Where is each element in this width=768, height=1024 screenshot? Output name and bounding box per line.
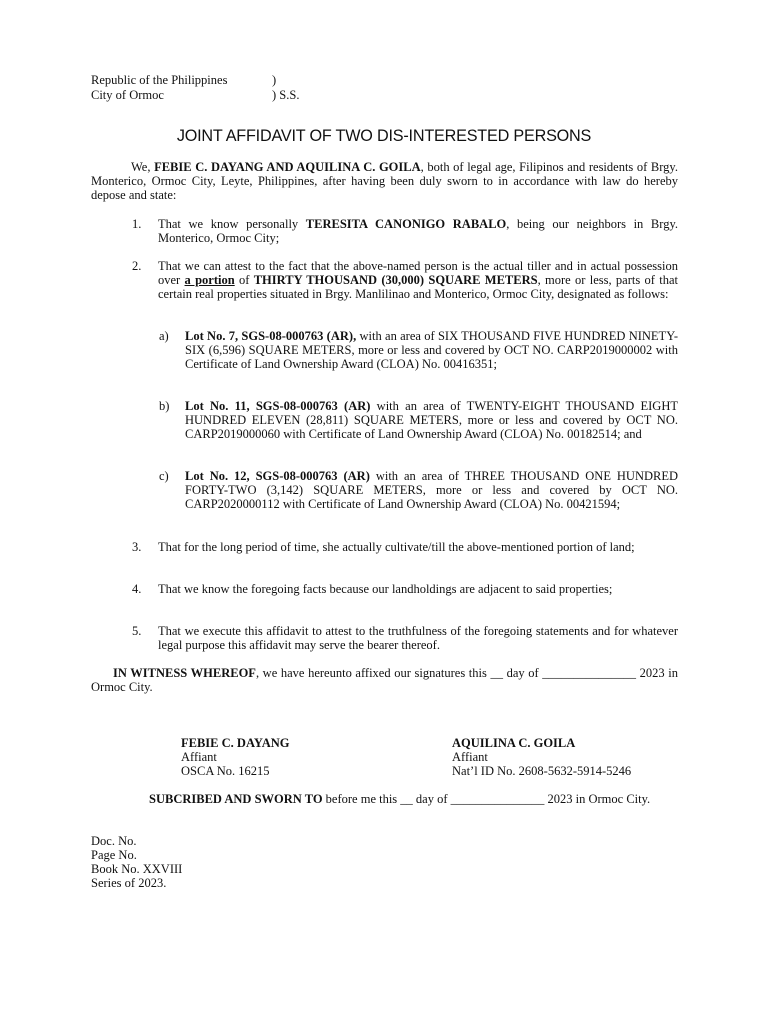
signatory-id: OSCA No. 16215 — [181, 764, 270, 778]
page-number: Page No. — [91, 848, 137, 862]
jurat-clause — [91, 792, 678, 806]
notarial-register — [91, 834, 182, 890]
lot-number: Lot No. 7, SGS-08-000763 (AR), — [185, 329, 357, 343]
statement-number: 2. — [132, 259, 142, 273]
venue-block — [91, 73, 300, 102]
statement-text: , more or less, parts of that certain real properties situated in Brgy. Manlilinao and Monterico, Ormoc City, designated as follows: — [158, 273, 678, 301]
lot-letter: b) — [159, 399, 170, 413]
lot-c — [159, 469, 679, 511]
venue-city: City of Ormoc — [91, 87, 164, 102]
lot-letter: c) — [159, 469, 169, 483]
signatory-left — [181, 736, 289, 778]
witness-text: , we have hereunto affixed our signatures this __ day of _______________ 2023 in Ormoc City. — [91, 666, 678, 694]
document-title: JOINT AFFIDAVIT OF TWO DIS-INTERESTED PERSONS — [176, 127, 592, 145]
statement-text: That we execute this affidavit to attest to the truthfulness of the foregoing statements and for whatever legal purpose this affidavit may serve the bearer thereof. — [158, 624, 678, 652]
statement-number: 5. — [132, 624, 142, 638]
statement-number: 4. — [132, 582, 142, 596]
statement-text: That for the long period of time, she actually cultivate/till the above-mentioned portion of land; — [158, 540, 635, 554]
intro-text-2: , both of legal age, Filipinos and residents of Brgy. Monterico, Ormoc City, Leyte, Philippines, after having been duly sworn to in accordance with law do hereby depose and state: — [91, 160, 678, 202]
witness-clause — [91, 666, 678, 694]
jurat-heading: SUBCRIBED AND SWORN TO — [149, 792, 323, 806]
lot-number: Lot No. 11, SGS-08-000763 (AR) — [185, 399, 371, 413]
portion-emphasis: a portion — [184, 273, 235, 287]
jurat-text: before me this __ day of _______________ 2023 in Ormoc City. — [322, 792, 651, 806]
venue-country: Republic of the Philippines — [91, 73, 228, 87]
intro-paragraph — [91, 160, 678, 202]
venue-line-2 — [91, 87, 300, 103]
statement-5 — [132, 624, 678, 652]
signatory-role: Affiant — [452, 750, 488, 764]
lot-b — [159, 399, 678, 441]
lot-a — [159, 329, 679, 371]
statement-3 — [132, 540, 678, 554]
signatory-id: Nat’l ID No. 2608-5632-5914-5246 — [452, 764, 632, 778]
statement-4 — [132, 582, 678, 596]
doc-number: Doc. No. — [91, 834, 137, 848]
signatory-right — [452, 736, 631, 778]
affiant-names: FEBIE C. DAYANG AND AQUILINA C. GOILA — [154, 160, 421, 174]
lot-letter: a) — [159, 329, 169, 343]
statement-number: 1. — [132, 217, 142, 231]
statement-1 — [132, 217, 679, 245]
lot-description: with an area of TWENTY-EIGHT THOUSAND EIGHT HUNDRED ELEVEN (28,811) SQUARE METERS, more or less and covered by OCT NO. CARP2019000060 with Certificate of Land Ownership Award (CLOA) No. 00182514; and — [185, 399, 678, 441]
witness-heading: IN WITNESS WHEREOF — [113, 666, 256, 680]
statement-2 — [132, 259, 678, 301]
venue-separator-1: ) — [272, 73, 277, 87]
lot-description: with an area of SIX THOUSAND FIVE HUNDRED NINETY-SIX (6,596) SQUARE METERS, more or less and covered by OCT NO. CARP2019000002 with Certificate of Land Ownership Award (CLOA) No. 00416351; — [185, 329, 679, 371]
venue-separator-2: ) S.S. — [272, 87, 300, 102]
statement-text: That we can attest to the fact that the above-named person is the actual tiller and in actual possession over — [158, 259, 678, 287]
book-number: Book No. XXVIII — [91, 862, 183, 876]
signatory-name: FEBIE C. DAYANG — [181, 736, 290, 750]
lot-description: with an area of THREE THOUSAND ONE HUNDRED FORTY-TWO (3,142) SQUARE METERS, more or less and covered by OCT NO. CARP2020000112 with Certificate of Land Ownership Award (CLOA) No. 00421594; — [185, 469, 679, 511]
area-total: THIRTY THOUSAND (30,000) SQUARE METERS — [253, 273, 538, 287]
statement-text: of — [234, 273, 254, 287]
statement-number: 3. — [132, 540, 142, 554]
signatory-role: Affiant — [181, 750, 217, 764]
statement-text: , being our neighbors in Brgy. Monterico, Ormoc City; — [158, 217, 679, 245]
statement-text: That we know the foregoing facts because our landholdings are adjacent to said properties; — [158, 582, 613, 596]
tiller-name: TERESITA CANONIGO RABALO — [305, 217, 507, 231]
signatory-name: AQUILINA C. GOILA — [452, 736, 576, 750]
statement-text: That we know personally — [158, 217, 306, 231]
lot-number: Lot No. 12, SGS-08-000763 (AR) — [185, 469, 370, 483]
venue-line-1 — [91, 73, 277, 88]
series-year: Series of 2023. — [91, 876, 167, 890]
intro-text-1: We, — [131, 160, 155, 174]
